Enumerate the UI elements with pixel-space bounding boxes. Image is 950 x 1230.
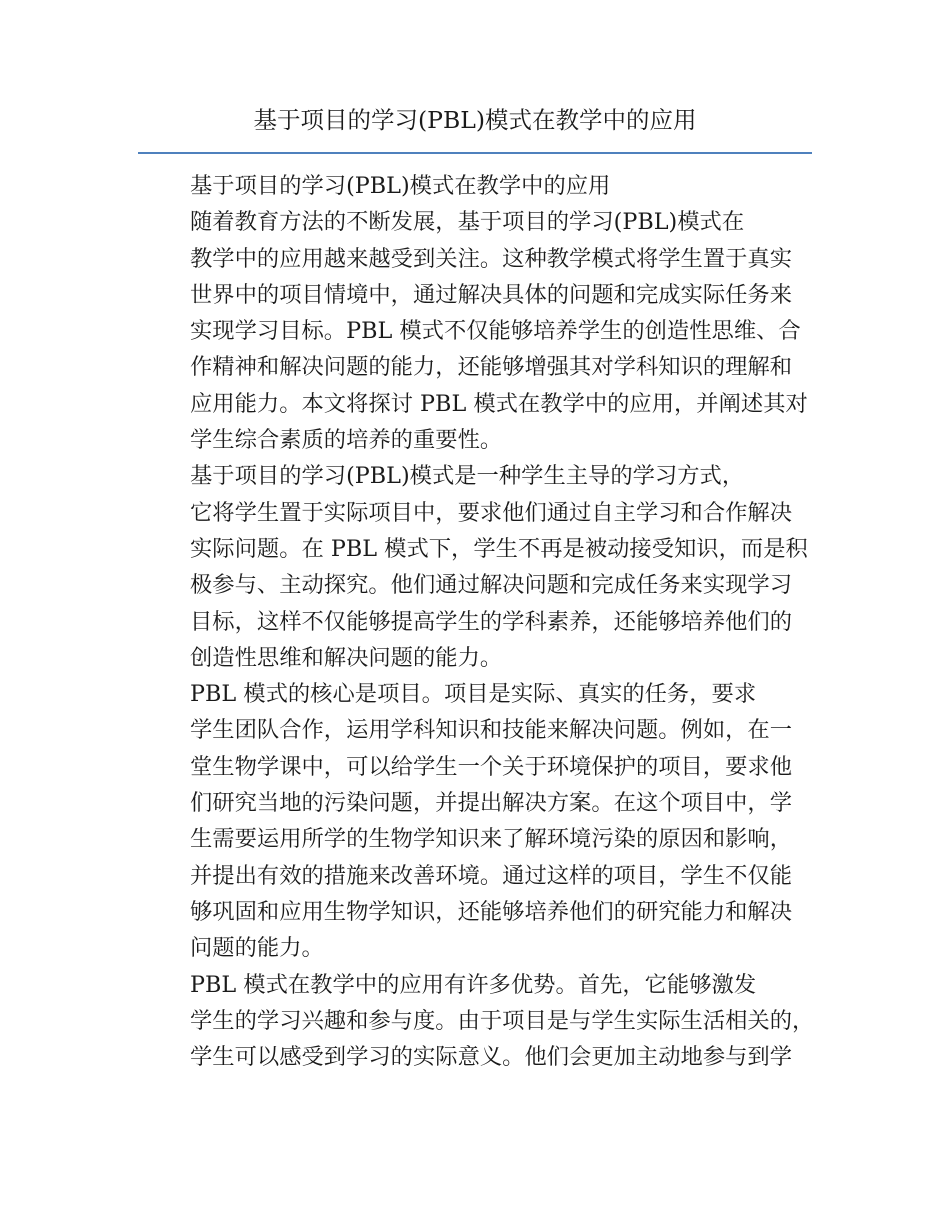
text-line: 问题的能力。 (190, 935, 324, 962)
text-line: 世界中的项目情境中，通过解决具体的问题和完成实际任务来 (190, 281, 793, 308)
text-line: 作精神和解决问题的能力，还能够增强其对学科知识的理解和 (190, 354, 793, 381)
header-title: 基于项目的学习(PBL)模式在教学中的应用 (253, 106, 697, 134)
text-line: 堂生物学课中，可以给学生一个关于环境保护的项目，要求他 (190, 753, 793, 780)
text-line: 学生的学习兴趣和参与度。由于项目是与学生实际生活相关的， (190, 1007, 815, 1034)
text-line: 随着教育方法的不断发展，基于项目的学习(PBL)模式在 (190, 209, 745, 236)
text-line: 们研究当地的污染问题，并提出解决方案。在这个项目中，学 (190, 790, 793, 817)
text-line: 学生综合素质的培养的重要性。 (190, 427, 503, 454)
text-line: 学生可以感受到学习的实际意义。他们会更加主动地参与到学 (190, 1044, 793, 1071)
text-line: PBL 模式在教学中的应用有许多优势。首先，它能够激发 (190, 971, 757, 998)
text-line: 它将学生置于实际项目中，要求他们通过自主学习和合作解决 (190, 499, 793, 526)
text-line: PBL 模式的核心是项目。项目是实际、真实的任务，要求 (190, 681, 757, 708)
text-line: 教学中的应用越来越受到关注。这种教学模式将学生置于真实 (190, 245, 793, 272)
text-line: 目标，这样不仅能够提高学生的学科素养，还能够培养他们的 (190, 608, 793, 635)
paragraph-core (138, 676, 818, 966)
text-line: 实际问题。在 PBL 模式下，学生不再是被动接受知识，而是积 (190, 535, 808, 562)
paragraph-heading (138, 168, 818, 204)
text-line: 应用能力。本文将探讨 PBL 模式在教学中的应用，并阐述其对 (190, 390, 808, 417)
text-line: 基于项目的学习(PBL)模式是一种学生主导的学习方式， (190, 463, 745, 490)
page-header (138, 100, 812, 154)
text-line: 基于项目的学习(PBL)模式在教学中的应用 (190, 173, 611, 199)
text-line: 够巩固和应用生物学知识，还能够培养他们的研究能力和解决 (190, 898, 793, 925)
text-line: 实现学习目标。PBL 模式不仅能够培养学生的创造性思维、合 (190, 318, 801, 345)
document-body (138, 168, 818, 1075)
text-line: 极参与、主动探究。他们通过解决问题和完成任务来实现学习 (190, 572, 793, 599)
text-line: 创造性思维和解决问题的能力。 (190, 644, 503, 671)
text-line: 学生团队合作，运用学科知识和技能来解决问题。例如，在一 (190, 717, 793, 744)
text-line: 并提出有效的措施来改善环境。通过这样的项目，学生不仅能 (190, 862, 793, 889)
text-line: 生需要运用所学的生物学知识来了解环境污染的原因和影响， (190, 826, 793, 853)
paragraph-definition (138, 458, 818, 676)
paragraph-intro (138, 204, 818, 458)
paragraph-advantages (138, 967, 818, 1076)
